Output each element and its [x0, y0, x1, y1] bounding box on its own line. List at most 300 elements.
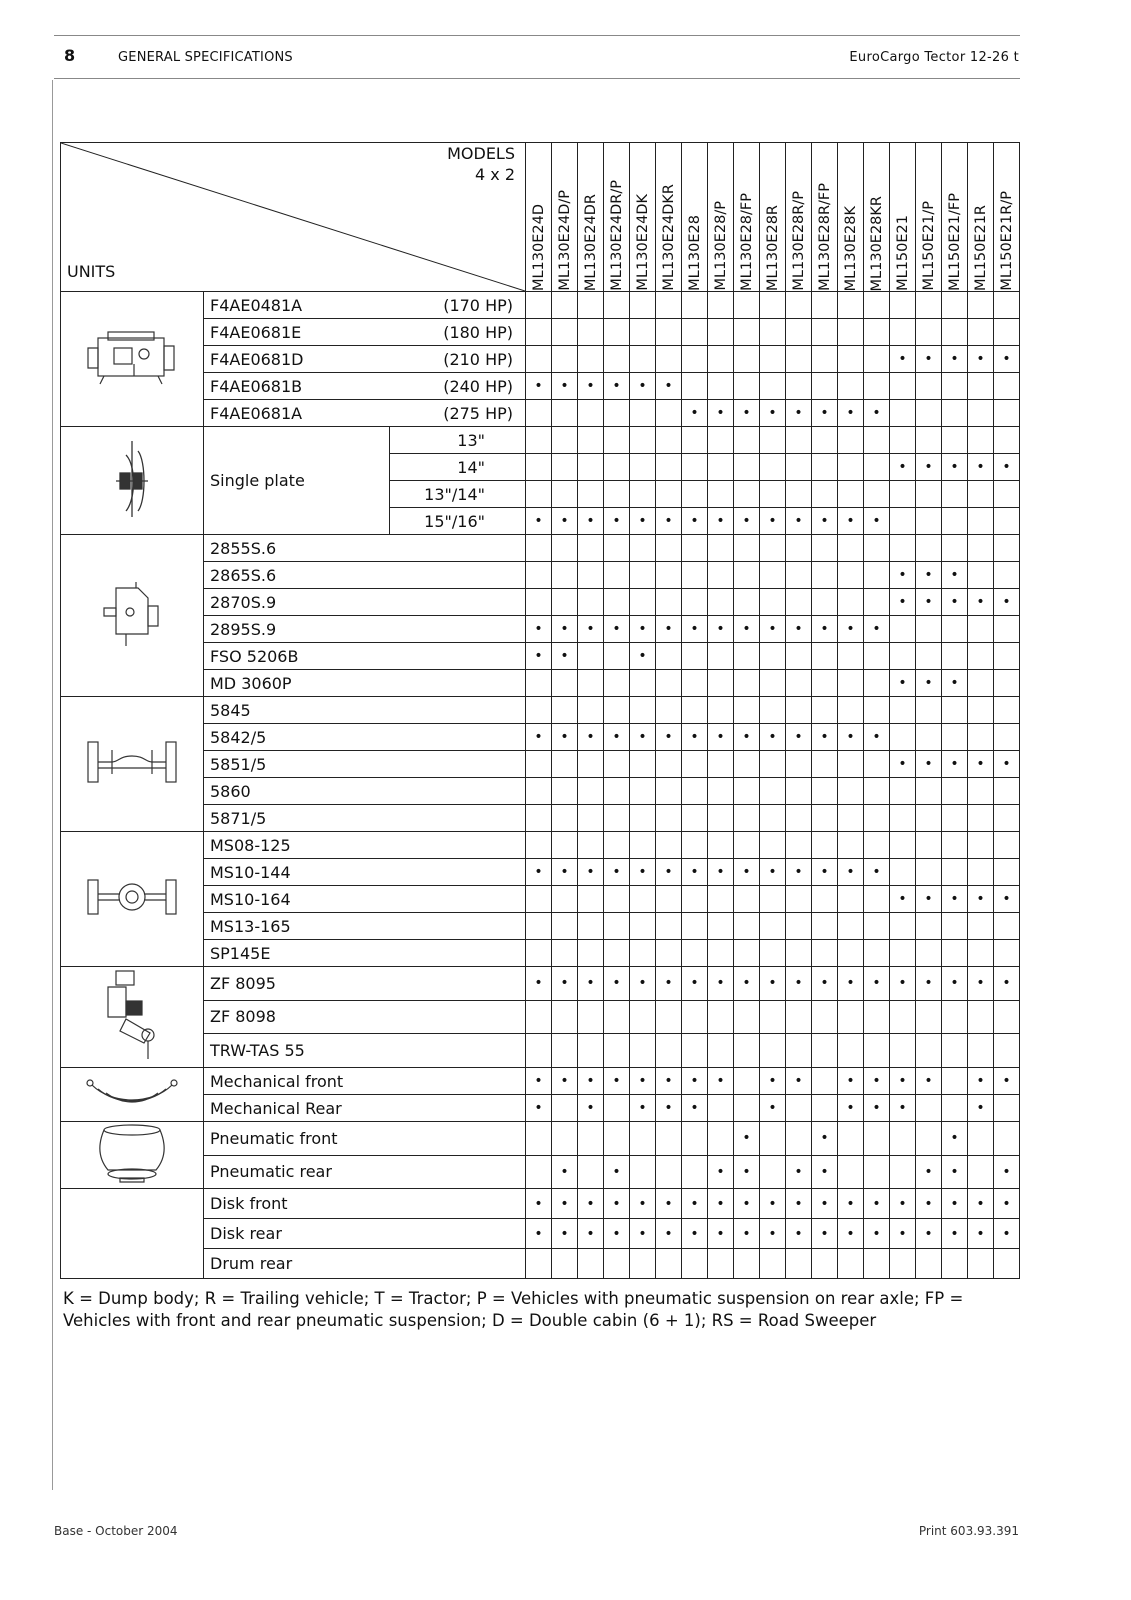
applicability-cell: • — [838, 967, 864, 1001]
applicability-cell — [526, 1249, 552, 1279]
applicability-cell — [526, 589, 552, 616]
applicability-cell — [734, 346, 760, 373]
unit-rating — [390, 1249, 526, 1279]
applicability-cell — [942, 481, 968, 508]
applicability-cell: • — [786, 724, 812, 751]
applicability-cell — [786, 427, 812, 454]
margin-rule — [52, 80, 53, 1490]
applicability-cell: • — [526, 1219, 552, 1249]
applicability-cell — [760, 535, 786, 562]
spec-row — [61, 805, 1020, 832]
applicability-cell — [786, 913, 812, 940]
applicability-cell — [734, 1034, 760, 1068]
applicability-cell: • — [734, 1155, 760, 1189]
applicability-cell — [708, 1095, 734, 1122]
applicability-cell: • — [838, 1095, 864, 1122]
applicability-cell — [604, 562, 630, 589]
spec-row — [61, 1068, 1020, 1095]
applicability-cell — [812, 1034, 838, 1068]
applicability-cell — [916, 805, 942, 832]
applicability-cell: • — [630, 967, 656, 1001]
applicability-cell: • — [578, 724, 604, 751]
unit-rating — [390, 589, 526, 616]
applicability-cell — [734, 562, 760, 589]
unit-rating — [390, 616, 526, 643]
applicability-cell: • — [838, 400, 864, 427]
applicability-cell: • — [864, 859, 890, 886]
applicability-cell: • — [994, 1189, 1020, 1219]
applicability-cell — [708, 319, 734, 346]
applicability-cell: • — [838, 859, 864, 886]
applicability-cell — [708, 805, 734, 832]
applicability-cell — [890, 643, 916, 670]
applicability-cell — [838, 346, 864, 373]
applicability-cell — [656, 940, 682, 967]
applicability-cell — [682, 805, 708, 832]
model-code: ML130E24DR — [582, 193, 599, 291]
footer-print-code: Print 603.93.391 — [918, 1524, 1019, 1538]
applicability-cell: • — [708, 1219, 734, 1249]
applicability-cell — [682, 751, 708, 778]
applicability-cell — [994, 724, 1020, 751]
applicability-cell: • — [630, 859, 656, 886]
applicability-cell — [838, 805, 864, 832]
applicability-cell — [864, 319, 890, 346]
applicability-cell — [890, 1155, 916, 1189]
applicability-cell — [916, 643, 942, 670]
applicability-cell — [734, 1068, 760, 1095]
applicability-cell — [916, 1000, 942, 1034]
applicability-cell: • — [630, 1219, 656, 1249]
applicability-cell — [708, 454, 734, 481]
applicability-cell — [630, 886, 656, 913]
applicability-cell — [942, 643, 968, 670]
unit-rating — [390, 724, 526, 751]
applicability-cell — [786, 1122, 812, 1156]
applicability-cell: • — [604, 508, 630, 535]
applicability-cell — [656, 751, 682, 778]
applicability-cell — [708, 346, 734, 373]
model-code: ML130E28/P — [712, 201, 729, 291]
model-column-header — [968, 143, 994, 292]
applicability-cell — [838, 832, 864, 859]
applicability-cell — [890, 940, 916, 967]
applicability-cell: • — [942, 670, 968, 697]
spec-row — [61, 1034, 1020, 1068]
applicability-cell: • — [552, 508, 578, 535]
applicability-cell — [942, 1000, 968, 1034]
applicability-cell: • — [786, 859, 812, 886]
applicability-cell — [864, 1155, 890, 1189]
applicability-cell — [630, 832, 656, 859]
applicability-cell — [604, 1000, 630, 1034]
applicability-cell — [942, 535, 968, 562]
applicability-cell: • — [578, 1219, 604, 1249]
applicability-cell — [526, 535, 552, 562]
applicability-cell — [916, 373, 942, 400]
applicability-cell: • — [630, 373, 656, 400]
applicability-cell: • — [656, 373, 682, 400]
applicability-cell — [994, 481, 1020, 508]
applicability-cell — [552, 805, 578, 832]
applicability-cell — [656, 319, 682, 346]
applicability-cell — [890, 1000, 916, 1034]
applicability-cell — [942, 400, 968, 427]
model-code: ML150E21R/P — [998, 191, 1015, 291]
unit-rating — [390, 967, 526, 1001]
unit-rating — [390, 643, 526, 670]
applicability-cell: • — [734, 967, 760, 1001]
document-title: EuroCargo Tector 12-26 t — [849, 50, 1019, 65]
applicability-cell — [812, 940, 838, 967]
model-code: ML130E28R/P — [790, 191, 807, 291]
applicability-cell — [708, 832, 734, 859]
applicability-cell — [734, 886, 760, 913]
applicability-cell — [994, 535, 1020, 562]
applicability-cell: • — [916, 1155, 942, 1189]
applicability-cell — [838, 913, 864, 940]
applicability-cell — [552, 778, 578, 805]
unit-rating — [390, 778, 526, 805]
applicability-cell — [526, 1000, 552, 1034]
applicability-cell — [942, 1249, 968, 1279]
applicability-cell — [604, 940, 630, 967]
applicability-cell — [682, 832, 708, 859]
applicability-cell — [864, 373, 890, 400]
applicability-cell: • — [994, 751, 1020, 778]
applicability-cell — [604, 346, 630, 373]
applicability-cell — [786, 1000, 812, 1034]
applicability-cell — [604, 1095, 630, 1122]
applicability-cell — [682, 1000, 708, 1034]
applicability-cell — [578, 1249, 604, 1279]
model-column-header — [890, 143, 916, 292]
applicability-cell: • — [734, 1189, 760, 1219]
applicability-cell: • — [994, 1155, 1020, 1189]
applicability-cell — [630, 427, 656, 454]
unit-name: 5851/5 — [204, 751, 390, 778]
applicability-cell — [890, 832, 916, 859]
applicability-cell: • — [812, 967, 838, 1001]
applicability-cell — [552, 832, 578, 859]
applicability-cell — [786, 481, 812, 508]
applicability-cell — [656, 292, 682, 319]
applicability-cell — [838, 886, 864, 913]
applicability-cell — [526, 562, 552, 589]
applicability-cell: • — [708, 616, 734, 643]
applicability-cell — [864, 697, 890, 724]
applicability-cell: • — [760, 1095, 786, 1122]
applicability-cell — [838, 1155, 864, 1189]
applicability-cell: • — [838, 1068, 864, 1095]
applicability-cell — [656, 886, 682, 913]
unit-rating — [390, 859, 526, 886]
spec-row — [61, 1000, 1020, 1034]
applicability-cell — [942, 373, 968, 400]
models-header — [447, 143, 515, 185]
applicability-cell: • — [552, 373, 578, 400]
applicability-cell — [942, 319, 968, 346]
applicability-cell — [968, 400, 994, 427]
applicability-cell — [734, 454, 760, 481]
applicability-cell — [786, 1249, 812, 1279]
applicability-cell — [864, 346, 890, 373]
header-rule-bottom — [54, 78, 1020, 79]
applicability-cell — [786, 886, 812, 913]
applicability-cell — [786, 373, 812, 400]
applicability-cell — [916, 697, 942, 724]
applicability-cell: • — [760, 508, 786, 535]
applicability-cell: • — [864, 508, 890, 535]
unit-name: Disk rear — [204, 1219, 390, 1249]
applicability-cell: • — [864, 1219, 890, 1249]
applicability-cell — [786, 697, 812, 724]
applicability-cell — [812, 1000, 838, 1034]
applicability-cell: • — [994, 1219, 1020, 1249]
applicability-cell — [630, 292, 656, 319]
applicability-cell — [968, 697, 994, 724]
applicability-cell — [604, 886, 630, 913]
applicability-cell: • — [890, 751, 916, 778]
applicability-cell — [656, 346, 682, 373]
applicability-cell: • — [968, 454, 994, 481]
applicability-cell — [760, 805, 786, 832]
applicability-cell — [682, 643, 708, 670]
unit-name: Drum rear — [204, 1249, 390, 1279]
applicability-cell — [630, 940, 656, 967]
applicability-cell — [526, 832, 552, 859]
page-number: 8 — [64, 46, 76, 65]
model-code: ML130E28/FP — [738, 193, 755, 291]
applicability-cell — [578, 481, 604, 508]
applicability-cell — [760, 940, 786, 967]
applicability-cell — [968, 940, 994, 967]
applicability-cell — [838, 319, 864, 346]
spec-row — [61, 670, 1020, 697]
applicability-cell — [812, 1095, 838, 1122]
applicability-cell — [552, 562, 578, 589]
applicability-cell — [604, 589, 630, 616]
applicability-cell — [916, 427, 942, 454]
applicability-cell: • — [760, 967, 786, 1001]
applicability-cell — [552, 481, 578, 508]
applicability-cell — [682, 427, 708, 454]
model-code: ML130E24DR/P — [608, 180, 625, 291]
applicability-cell — [708, 535, 734, 562]
unit-name: 2865S.6 — [204, 562, 390, 589]
applicability-cell — [604, 1034, 630, 1068]
applicability-cell — [812, 751, 838, 778]
unit-name: F4AE0681A — [204, 400, 390, 427]
applicability-cell — [734, 1249, 760, 1279]
applicability-cell — [786, 346, 812, 373]
applicability-cell — [864, 778, 890, 805]
spec-row — [61, 940, 1020, 967]
applicability-cell — [916, 319, 942, 346]
applicability-cell — [526, 346, 552, 373]
applicability-cell: • — [968, 1189, 994, 1219]
specification-table — [60, 142, 1020, 1279]
applicability-cell: • — [812, 1155, 838, 1189]
applicability-cell — [708, 940, 734, 967]
applicability-cell — [968, 373, 994, 400]
applicability-cell — [630, 319, 656, 346]
applicability-cell: • — [890, 1068, 916, 1095]
applicability-cell — [760, 373, 786, 400]
applicability-cell: • — [890, 589, 916, 616]
applicability-cell — [916, 940, 942, 967]
applicability-cell — [838, 778, 864, 805]
applicability-cell — [838, 940, 864, 967]
applicability-cell: • — [734, 400, 760, 427]
units-label: UNITS — [67, 262, 116, 281]
unit-name: Pneumatic rear — [204, 1155, 390, 1189]
applicability-cell: • — [526, 1068, 552, 1095]
applicability-cell — [864, 481, 890, 508]
applicability-cell: • — [552, 1219, 578, 1249]
applicability-cell — [578, 454, 604, 481]
applicability-cell — [864, 589, 890, 616]
applicability-cell: • — [812, 1189, 838, 1219]
applicability-cell — [630, 562, 656, 589]
model-column-header — [994, 143, 1020, 292]
applicability-cell — [942, 508, 968, 535]
applicability-cell — [578, 1155, 604, 1189]
spec-row — [61, 886, 1020, 913]
unit-rating — [390, 697, 526, 724]
gearbox-icon — [61, 535, 204, 697]
applicability-cell — [578, 400, 604, 427]
applicability-cell: • — [708, 1068, 734, 1095]
applicability-cell — [786, 454, 812, 481]
applicability-cell: • — [578, 967, 604, 1001]
applicability-cell — [526, 400, 552, 427]
applicability-cell — [708, 589, 734, 616]
applicability-cell — [968, 913, 994, 940]
applicability-cell: • — [916, 1219, 942, 1249]
applicability-cell — [760, 1155, 786, 1189]
applicability-cell — [630, 346, 656, 373]
applicability-cell — [760, 1249, 786, 1279]
applicability-cell — [604, 1122, 630, 1156]
applicability-cell — [656, 454, 682, 481]
applicability-cell — [994, 778, 1020, 805]
applicability-cell — [630, 589, 656, 616]
applicability-cell — [942, 859, 968, 886]
applicability-cell: • — [578, 1068, 604, 1095]
applicability-cell — [656, 589, 682, 616]
applicability-cell — [812, 886, 838, 913]
applicability-cell: • — [526, 724, 552, 751]
applicability-cell — [864, 805, 890, 832]
rear-axle-icon — [61, 832, 204, 967]
applicability-cell — [760, 319, 786, 346]
applicability-cell: • — [630, 1068, 656, 1095]
applicability-cell — [630, 778, 656, 805]
applicability-cell: • — [526, 616, 552, 643]
group-icon-cell — [61, 1189, 204, 1279]
applicability-cell — [760, 454, 786, 481]
applicability-cell — [864, 913, 890, 940]
unit-name: F4AE0681D — [204, 346, 390, 373]
applicability-cell — [552, 346, 578, 373]
applicability-cell — [812, 427, 838, 454]
applicability-cell: • — [968, 346, 994, 373]
applicability-cell: • — [708, 967, 734, 1001]
applicability-cell — [552, 1095, 578, 1122]
applicability-cell — [890, 400, 916, 427]
unit-name: ZF 8098 — [204, 1000, 390, 1034]
applicability-cell — [760, 913, 786, 940]
applicability-cell — [760, 427, 786, 454]
applicability-cell — [682, 1249, 708, 1279]
applicability-cell: • — [656, 859, 682, 886]
size-value: 14" — [390, 454, 526, 481]
applicability-cell — [552, 913, 578, 940]
applicability-cell — [682, 562, 708, 589]
applicability-cell — [786, 643, 812, 670]
applicability-cell: • — [552, 724, 578, 751]
spec-row — [61, 427, 1020, 454]
applicability-cell: • — [968, 1068, 994, 1095]
applicability-cell — [760, 832, 786, 859]
applicability-cell — [838, 751, 864, 778]
applicability-cell — [968, 724, 994, 751]
steering-box-icon — [61, 967, 204, 1068]
applicability-cell — [994, 373, 1020, 400]
applicability-cell: • — [864, 616, 890, 643]
applicability-cell: • — [604, 967, 630, 1001]
unit-name: FSO 5206B — [204, 643, 390, 670]
applicability-cell: • — [994, 589, 1020, 616]
applicability-cell: • — [682, 1189, 708, 1219]
unit-rating — [390, 751, 526, 778]
applicability-cell — [994, 562, 1020, 589]
applicability-cell: • — [786, 1068, 812, 1095]
applicability-cell — [708, 562, 734, 589]
applicability-cell: • — [916, 589, 942, 616]
applicability-cell: • — [760, 1219, 786, 1249]
applicability-cell: • — [864, 1189, 890, 1219]
applicability-cell — [994, 292, 1020, 319]
applicability-cell: • — [604, 1155, 630, 1189]
model-code: ML130E24DKR — [660, 184, 677, 291]
applicability-cell — [812, 1249, 838, 1279]
applicability-cell — [526, 778, 552, 805]
applicability-cell — [760, 697, 786, 724]
applicability-cell — [838, 670, 864, 697]
applicability-cell — [838, 373, 864, 400]
applicability-cell: • — [942, 967, 968, 1001]
applicability-cell — [786, 1034, 812, 1068]
applicability-cell — [890, 319, 916, 346]
model-column-header — [552, 143, 578, 292]
applicability-cell: • — [786, 616, 812, 643]
applicability-cell: • — [552, 616, 578, 643]
applicability-cell — [812, 832, 838, 859]
applicability-cell — [734, 1000, 760, 1034]
unit-name: F4AE0481A — [204, 292, 390, 319]
applicability-cell — [604, 1249, 630, 1279]
applicability-cell: • — [630, 1189, 656, 1219]
applicability-cell: • — [968, 751, 994, 778]
applicability-cell — [734, 670, 760, 697]
applicability-cell — [968, 535, 994, 562]
applicability-cell: • — [656, 967, 682, 1001]
applicability-cell: • — [630, 643, 656, 670]
applicability-cell — [942, 1068, 968, 1095]
applicability-cell — [604, 805, 630, 832]
